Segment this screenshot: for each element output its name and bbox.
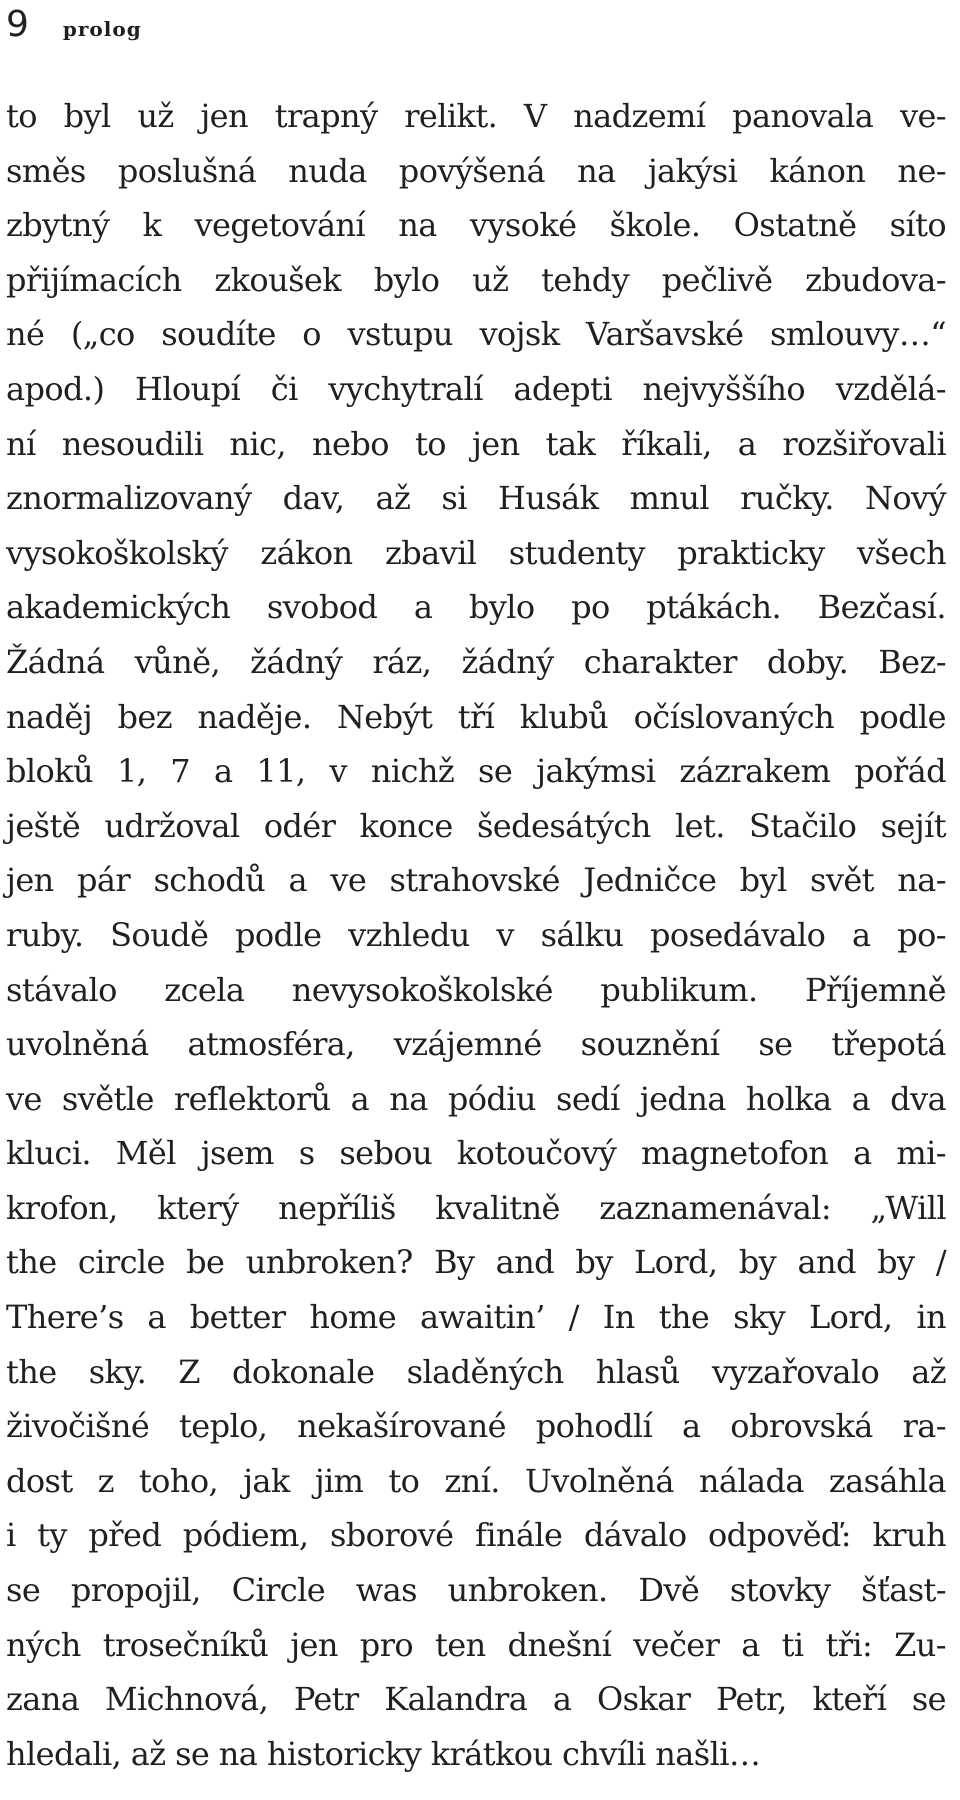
- text-line: směs poslušná nuda povýšená na jakýsi kánon ne-: [6, 151, 946, 190]
- body-text: [6, 89, 946, 1781]
- text-line: i ty před pódiem, sborové finále dávalo odpověď: kruh: [6, 1516, 946, 1555]
- text-line: the sky. Z dokonale sladěných hlasů vyzařovalo až: [6, 1352, 946, 1391]
- text-line: the circle be unbroken? By and by Lord, by and by /: [6, 1243, 946, 1282]
- text-line: naděj bez naděje. Nebýt tří klubů očíslovaných podle: [6, 697, 946, 736]
- text-line: ve světle reflektorů a na pódiu sedí jedna holka a dva: [6, 1079, 946, 1118]
- text-line: zana Michnová, Petr Kalandra a Oskar Petr, kteří se: [6, 1680, 946, 1719]
- text-line: ní nesoudili nic, nebo to jen tak říkali, a rozšiřovali: [6, 424, 946, 463]
- text-line: to byl už jen trapný relikt. V nadzemí panovala ve-: [6, 97, 946, 135]
- text-line: uvolněná atmosféra, vzájemné souznění se třepotá: [6, 1025, 946, 1064]
- text-line: ruby. Soudě podle vzhledu v sálku posedávalo a po-: [6, 915, 946, 954]
- text-line: ještě udržoval odér konce šedesátých let. Stačilo sejít: [6, 806, 946, 845]
- text-line: akademických svobod a bylo po ptákách. Bezčasí.: [6, 588, 946, 627]
- text-line: dost z toho, jak jim to zní. Uvolněná nálada zasáhla: [6, 1461, 946, 1500]
- text-line: kluci. Měl jsem s sebou kotoučový magnetofon a mi-: [6, 1134, 946, 1173]
- text-line: zbytný k vegetování na vysoké škole. Ostatně síto: [6, 206, 946, 245]
- page-number: 9: [6, 4, 29, 45]
- text-line: živočišné teplo, nekašírované pohodlí a obrovská ra-: [6, 1407, 946, 1446]
- text-line: se propojil, Circle was unbroken. Dvě stovky šťast-: [6, 1571, 946, 1610]
- text-line: apod.) Hloupí či vychytralí adepti nejvyššího vzdělá-: [6, 369, 946, 408]
- text-line: vysokoškolský zákon zbavil studenty prakticky všech: [6, 533, 946, 572]
- text-line: stávalo zcela nevysokoškolské publikum. Příjemně: [6, 970, 946, 1009]
- text-line: Žádná vůně, žádný ráz, žádný charakter doby. Bez-: [6, 642, 946, 681]
- text-line: né („co soudíte o vstupu vojsk Varšavské smlouvy…“: [6, 315, 946, 354]
- page-header: [6, 4, 142, 52]
- text-line: hledali, až se na historicky krátkou chvíli našli…: [6, 1734, 761, 1773]
- running-head: prolog: [62, 17, 142, 41]
- text-line: jen pár schodů a ve strahovské Jedničce byl svět na-: [6, 861, 946, 900]
- text-line: ných trosečníků jen pro ten dnešní večer a ti tři: Zu-: [6, 1625, 946, 1664]
- text-line: krofon, který nepříliš kvalitně zaznamenával: „Will: [6, 1188, 946, 1227]
- text-line: znormalizovaný dav, až si Husák mnul ručky. Nový: [6, 479, 946, 518]
- text-line: bloků 1, 7 a 11, v nichž se jakýmsi zázrakem pořád: [6, 752, 946, 791]
- text-line: přijímacích zkoušek bylo už tehdy pečlivě zbudova-: [6, 260, 946, 299]
- text-line: There’s a better home awaitin’ / In the sky Lord, in: [6, 1298, 946, 1337]
